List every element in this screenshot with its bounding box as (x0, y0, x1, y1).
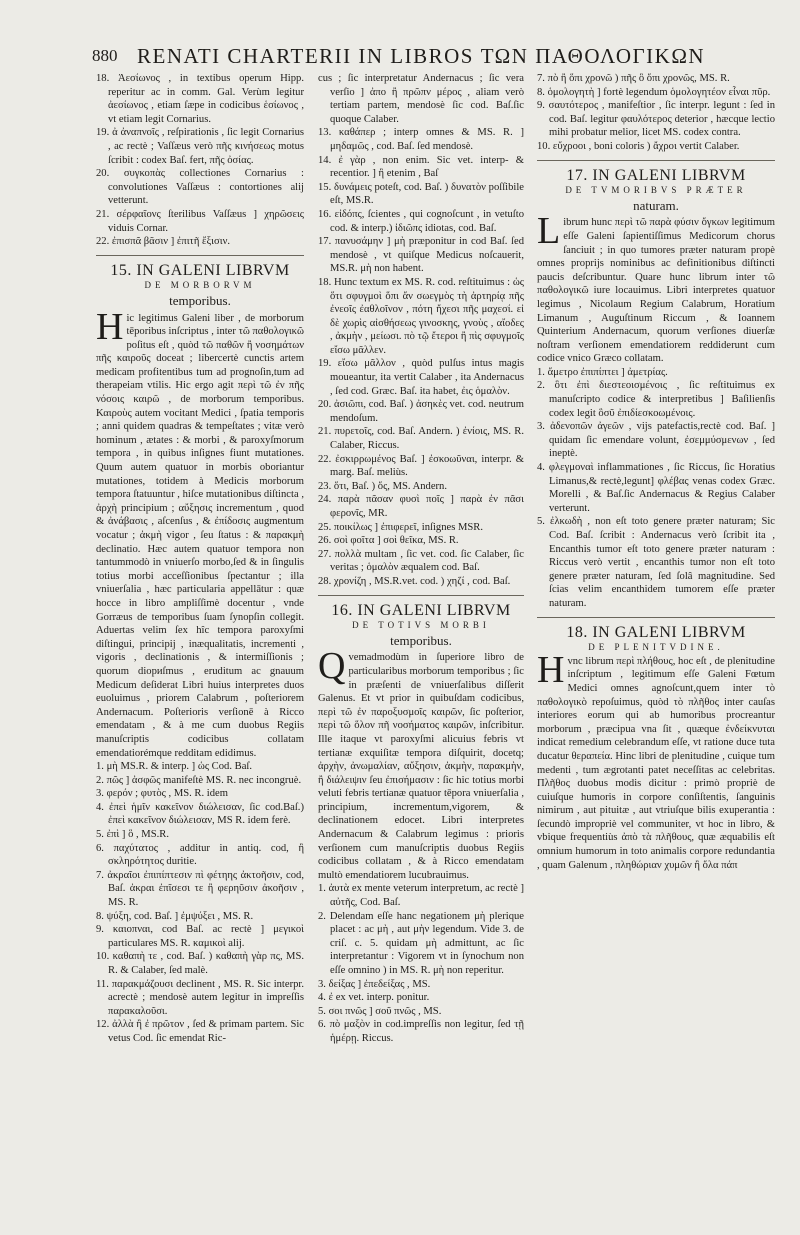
note: 5. ἐλκωδὴ , non eſt toto genere præter naturam; Sic Cod. Baſ. ſcribit : Andernacus verò ſcribit ita , Encanthis tumor eſt toto genere præter naturam : Riccus verò vertit , encanthis tumor non eſt toto genere præter naturam, ſed ſolâ magnitudine. Sed ſcias velim encanthidem tumorem eſſe præter naturam. (537, 516, 775, 609)
section-title: temporibus. (169, 292, 231, 308)
divider (537, 617, 775, 618)
note: 4. ἐπεὶ ἡμῖν κακεῖνον διώλεισαν, ſic cod.Baſ.) ἐπεὶ κακεῖνον διώλεισαν, MS R. idem ferè. (96, 801, 304, 827)
note: 10. εὔχροοι , boni coloris ) ἄχροι vertit Calaber. (537, 140, 740, 152)
note: 7. πὸ ἢ ὅπι χρονῶ ) πῆς ὃ ὅπι χρονῶς, MS. R. (537, 73, 730, 84)
note: 2. πῶς ] ἀσφῶς manifeſtè MS. R. nec incongruè. (96, 774, 302, 786)
note: 22. ἐπισπᾶ βᾶσιν ] ἐπιτῆ ἔξισιν. (96, 236, 231, 248)
note: 21. σέρφαῖονς ſterilibus Vaſſæus ] χηρῶσεις viduis Cornar. (96, 208, 304, 234)
note: 3. δείξας ] ἐπεδείξας , MS. (318, 978, 431, 990)
section-title: temporibus. (390, 632, 452, 648)
section-subheading: DE TOTIVS MORBI (352, 620, 490, 631)
section-17 (537, 166, 775, 366)
note: 19. ἀ ἀναπνοῖς , reſpirationis , ſic legit Cornarius , ac rectè ; Vaſſæus verò πῆς κινήσεως motus ſcribit : codex Baſ. fert, πῆς ὀσίας. (96, 127, 304, 166)
section-15 (96, 261, 304, 760)
note: 9. σαυτότερος , manifeſtior , ſic interpr. legunt : ſed in cod. Baſ. legitur φαυλότερος deterior , hæcque lectio mihi probatur melior, licet MS. codex contra. (537, 100, 775, 139)
page-number: 880 (92, 46, 118, 65)
section-16 (318, 601, 524, 883)
page-header (92, 44, 760, 70)
note: 19. εἴσω μᾶλλον , quòd pulſus intus magis moueantur, ita vertit Calaber , ita Andernacus , ſed cod. Græc. Baſ. ita habet, ἐις ὁμαλὸν. (318, 358, 524, 397)
note: 2. Delendam eſſe hanc negationem μὴ plerique placet : ac μὴ , aut μὴν legendum. Vide 3. de criſ. c. 5. quidam μὴ admittunt, ac ſic interpretantur : Vigorem vt in ſynochum non eſſe omnino ) in MS. R. μὴ non reperitur. (318, 910, 524, 976)
note: 21. πυρετοῖς, cod. Baſ. Andern. ) ἐνίοις, MS. R. Calaber, Riccus. (318, 426, 524, 452)
section-title: naturam. (633, 197, 679, 213)
note: 5. ἐπὶ ] ὃ , MS.R. (96, 829, 169, 841)
section-body: Hic legitimus Galeni liber , de morborum tēporibus inſcriptus , inter τῶ παθολογικῶ poſitus eſt , quòd τῶ παθῶν ἢ νοσημάτων πῆς καιροῦς doceat ; libercertè cunctis artem medicam profitentibus tum ad prognoſin,tum ad therapeiam vtilis. Hic ergo agit περὶ τῶ ἐν πῆς νόσοις καιρῶ , de morborum temporibus. Καιροὺς autem vocitant Medici , ſpatia temporis ; anni quidem quadras & tempeſtates ; vitæ verò hominum , ætates : & morbi , & paroxyſmorum tempora , in quibus inſignes fiunt mutationes. Quum autem quatuor in morbis oboriantur mutationes, totidem à Medicis morborum tempora ſtatuuntur , hiſce mutationibus diſtincta , ἀρχὴ principium ; αὔξησις incrementum , quod & ἀνάβασις , aſcenſus , & ἐπίδοσις augmentum vocatur ; ἀκμὴ vigor , ſeu ſtatus : & παρακμὴ declinatio. Hæc autem quatuor tempora non tantummodò in vniuerſo morbo,ſed & in ſingulis totius morbi acceſſionibus ſpectantur ; illa vniuerſalia , hæc particularia appellātur : quæ hocce in libro ampliſſimè docentur , vnde Gorræus de temporibus ſuam ſynopſin collegit. Aduertas velim ſex hîc tempora paroxyſmi diſtingui, principij , inæqualitatis, incrementi , vigoris , declinationis , & intermiſſionis ; quorum diориſmus , eruditum ac gnauum Medicum deſiderat Libri huius interpretes duos euoluimus , priorem Calabrum , poſteriorem Andernacum. Poſterioris verſionē à Ricco emendatam , & à me cum duobus Regiis manuſcriptis codicibus collatam emendatiorémque redditam edidimus. (96, 305, 304, 759)
column-left (96, 72, 304, 1046)
note: 24. παρὰ πᾶσαν φυσὶ ποῖς ] παρὰ ἐν πᾶσι φερονῖς, MR. (318, 494, 524, 519)
note: 16. εἰδόπς, ſcientes , qui cognoſcunt , in vetuſto cod. & interp.) ἰδιῶπς idiotas, cod. Baſ. (318, 208, 524, 234)
note: 20. συγκοπὰς collectiones Cornarius : convolutiones Vaſſæus : contortiones alij vetterunt. (96, 168, 304, 207)
note: 14. ἐ γὰρ , non enim. Sic vet. interp- & recentior. ] ἢ etenim , Baſ (318, 154, 524, 180)
note: 11. παρακμάζουσι declinent , MS. R. Sic interpr. acrectè ; mendosè autem legitur in impreſſis παρακαλοῦσι. (96, 978, 304, 1017)
note: 26. σοὶ φοῖτα ] σοὶ θεῖκα, MS. R. (318, 535, 459, 547)
note: 3. ἀδενοπῶν ἀγεῶν , vijs patefactis,rectè cod. Baſ. ] quidam ſic emendare volunt, ἐσεμμύσμενων , ſed ineptè. (537, 421, 775, 460)
note: 5. σοι πνῶς ] σοῦ πνῶς , MS. (318, 1005, 442, 1017)
note: cus ; ſic interpretatur Andernacus ; ſic vera verſio ] ἀπο ἢ πρῶπν μέρος , aliam verò tertiam partem, mendosè ſic cod. Baſ.ſic quoque Calaber. (318, 73, 524, 125)
note: 10. καθαπὴ τε , cod. Baſ. ) καθαπὴ γὰρ πς, MS. R. & Calaber, ſed malè. (96, 951, 304, 976)
note: 12. ἀλλὰ ἢ ἐ πρῶτον , ſed & primam partem. Sic vetus Cod. ſic emendat Ric- (96, 1019, 304, 1044)
note: 22. ἐσκιρρωμένος Baſ. ] ἐσκοωῦναι, interpr. & marg. Baſ. meliùs. (318, 453, 524, 479)
note: 2. ὃτι ἐπὶ διεστεοισμένοις , ſic reſtituimus ex manuſcripto codice & interpretibus ] Baſilienſis codex legit ὃσῦ ἐπιδίεσκοωμένοις. (537, 380, 775, 419)
section-subheading: DE TVMORIBVS PRÆTER (565, 185, 747, 196)
note: 6. παχύτατος , additur in antiq. cod, ἢ σκληρότητος duritie. (96, 842, 304, 868)
note: 25. ποικίλως ] ἐπιφερεῖ, inſignes MSR. (318, 521, 484, 533)
note: 17. πανυσάμην ] μὴ præponitur in cod Baſ. ſed mendosè , vt quiſque Medicus noſcauerit, MS.R. μὴ non habent. (318, 236, 524, 275)
column-right (537, 72, 775, 872)
note: 8. ψύξη, cod. Baſ. ] ἐμψύξει , MS. R. (96, 910, 254, 922)
divider (537, 160, 775, 161)
note: 8. ὁμολογητὴ ] fortè legendum ὁμολογητέον εἶναι πῦρ. (537, 86, 771, 98)
section-heading: 15. IN GALENI LIBRVM (110, 261, 290, 279)
section-18 (537, 623, 775, 873)
section-heading: 17. IN GALENI LIBRVM (566, 166, 746, 184)
section-heading: 18. IN GALENI LIBRVM (566, 623, 746, 641)
note: 1. ἀυτὰ ex mente veterum interpretum, ac rectè ] αὐτῆς, Cod. Baſ. (318, 883, 524, 909)
note: 9. καιοπναι, cod Baſ. ac rectè ] μεγικοὶ particulares MS. R. καμικοὶ alij. (96, 924, 304, 949)
note: 13. καθάπερ ; interp omnes & MS. R. ] μηδαμῶς , cod. Baſ. ſed mendosè. (318, 127, 524, 152)
note: 15. δυνάμεις poteſt, cod. Baſ. ) δυνατὸν poſſibile eſt, MS.R. (318, 181, 524, 207)
section-subheading: DE MORBORVM (144, 280, 256, 291)
note: 18. Hunc textum ex MS. R. cod. reſtituimus : ὡς ὅτι σφυγμοὶ ὅπι ἄν σωεγμὸς τὴ ἀρτηρίᾳ πῆς ἐνεοῖς ἐαθλοῖνον , πότη ἤχεσι πῆς μαχεσί. εἰ δὲ χωρὶς αἰσθήσεως γινοσκης, γνοὺς , αἴοδες , ἀκμὴν , μείωσι. πὸ τῷ ἔτεροι ἢ πὶς σφυγμοῖς εἴσω μᾶλλεν. (318, 276, 524, 356)
note: 7. ἀκραῖοι ἐπιπίπτεσιν πὶ φέτηης ἀκτοῆσιν, cod, Baſ. ἀκραι ἐπῖσεσι τε ἢ φερηῦσιν ἀκοῆσιν , MS. R. (96, 869, 304, 909)
column-middle (318, 72, 524, 1046)
section-heading: 16. IN GALENI LIBRVM (331, 601, 511, 619)
note: 28. χρονίζη , MS.R.vet. cod. ) χηζί , cod. Baſ. (318, 575, 511, 587)
section-body: Librum hunc περὶ τῶ παρὰ φύσιν ὄγκων legitimum eſſe Galeni ſapientiſſimus Medicorum chorus ſanciuit ; in quo tumores præter naturam propè omnes proprijs nominibus ac definitionibus diſtincti paucis deſcribuntur. Quare hunc librum inter τῶ παθολογικῶ iure locauimus. Libri interpretes quatuor legimus , Nicolaum Regium Calabrum, Horatium Limanum , Auguſtinum Riccum , & Ioannem Quinterium Andernacum, quorum verſiones diuerſæ noſtram verſionem emendatiorem reddiderunt cum codice vnico Græco collatam. (537, 210, 775, 365)
note: 6. πὸ μαξὸν in cod.impreſſis non legitur, ſed τῇ ἡμέρῃ. Riccus. (318, 1019, 524, 1044)
note: 18. Ἀεσίωνος , in textibus operum Hipp. reperitur ac in comm. Gal. Verùm legitur ἀεσίωνος , etiam ſæpe in codicibus ἑσίωνος , vt etiam legit Cornarius. (96, 73, 304, 125)
note: 4. ἐ ex vet. interp. ponitur. (318, 992, 430, 1004)
note: 23. ὅτι, Baſ. ) ὅς, MS. Andern. (318, 480, 448, 492)
divider (318, 595, 524, 596)
note: 1. μὴ MS.R. & interp. ] ὡς Cod. Baſ. (96, 761, 252, 773)
running-title: RENATI CHARTERII IN LIBROS ΤΩΝ ΠΑΘΟΛΟΓΙΚΩΝ (137, 44, 706, 68)
note: 3. φερόν ; φυτὸς , MS. R. idem (96, 788, 228, 800)
section-subheading: DE PLENITVDINE. (588, 642, 724, 653)
note: 27. πολλὰ multam , ſic vet. cod. ſic Calaber, ſic veritas ; ὁμαλὸν æqualem cod. Baſ. (318, 548, 524, 574)
note: 20. ἀσιῶπι, cod. Baſ. ) ἀσηκὲς vet. cod. neutrum mendoſum. (318, 399, 524, 424)
section-body: Qvemadmodùm in ſuperiore libro de particularibus morborum temporibus ; ſic in præſenti de vniuerſalibus diſſerit Galenus. Et vt prior in quibuſdam codicibus, περὶ τῶ ἐν παροξυσμοῖς καιρῶν, ſic poſterior, περὶ τῶ ὅλον πῆ νοσήματος καιρῶν, inſcribitur. Ille itaque vt paroxyſmi alicuius febris vt tertianæ exquiſitæ tempora diſquirit, docetq; ἀρχὴν, ἀνωμαλίαν, αὔξησιν, ἀκμὴν, παρακμὴν, ἢ διάλειψιν ſeu ἐπισήμασιν : ſic hic totius morbi veluti febris tertianæ quatuor tēpora vniuerſalia , principium, incrementum,vigorem, & declinationem edocet. Libri interpretes Andernacum & Calabrum legimus : prioris verſionem cum manuſcriptis duobus Regiis codicibus collatam , & à Ricco emendatam multò emendatiorem lucubrauimus. (318, 645, 524, 881)
section-body: Hvnc librum περὶ πλήθους, hoc eſt , de plenitudine inſcriptum , legitimum eſſe Galeni Fœtum Medici omnes agnoſcunt,quem inter τὸ παθολογικὸ repoſuimus, quòd τὸ πλῆθος inter cauſas interiores eorum qui ab humoribus procreantur morborum , præcipua vna ſit , quæque ἐνδείκνυται indicat remedium celebrandum eſſe, vt ratione duce tuta ducatur θεραπεία. Hinc libri de plenitudine , cuique tum medenti , tum ægrotanti patet neceſſitas ac celebritas. Πλῆθος duobus modis dicitur : primò propriè de cuiuſque humoris in corpore conſiſtentis, ſanguinis nimirum , aut pituitæ , aut vtriuſque bilis exuperantia : ſecundò impropriè vel communiter, vt hoc in libro, & vbique frequentiùs ἀπὸ τὰ πλῆθους, quæ æquabilis eſt omnium humorum in toto animalis corpore redundantia , quam Galenum , πληθώριαν χυμῶν ἢ ὅλα πάπ (537, 648, 775, 871)
note: 4. φλεγμοναὶ inflammationes , ſic Riccus, ſic Horatius Limanus,& rectè,legunt] φλέβας venas codex Græc. Morelli , & Baſ.ſic Andernacus & Regius Calaber verterunt. (537, 462, 775, 514)
divider (96, 255, 304, 256)
note: 1. ἄμετρο ἐπιπίπτει ] ἀμετρίας. (537, 366, 668, 378)
